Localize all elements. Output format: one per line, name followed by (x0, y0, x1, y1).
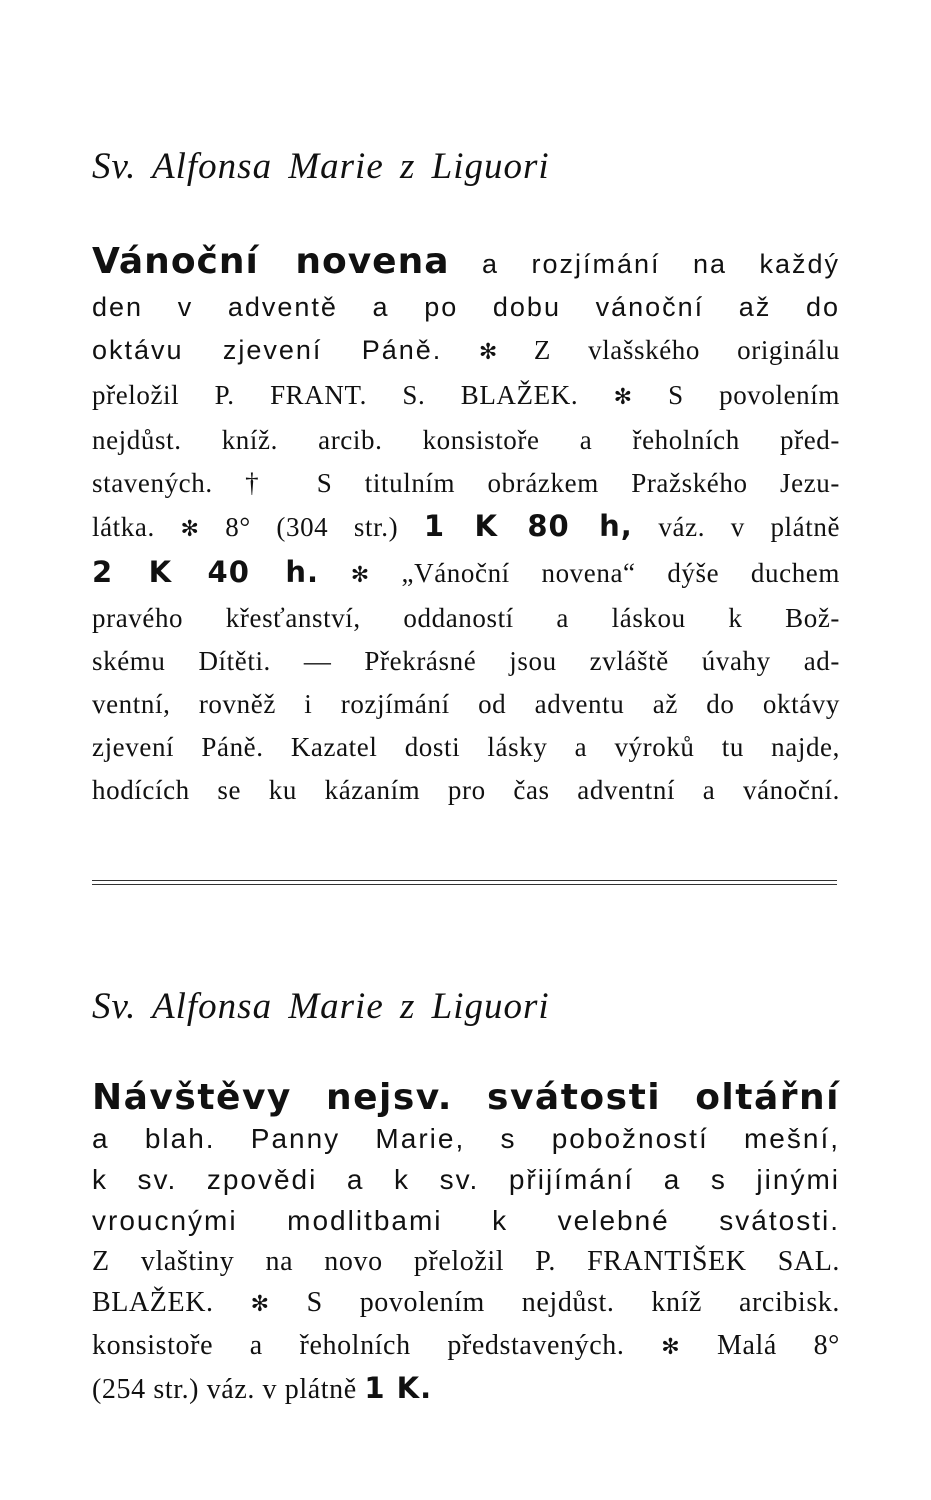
price-bound-2: 1 K. (364, 1371, 433, 1405)
star-icon: ✻ (250, 1292, 270, 1317)
author-heading-1: Sv. Alfonsa Marie z Liguori (92, 146, 550, 187)
star-icon: ✻ (350, 563, 370, 588)
author-heading-2: Sv. Alfonsa Marie z Liguori (92, 986, 550, 1027)
section-1 (92, 145, 840, 188)
star-icon: ✻ (478, 340, 498, 365)
section-2 (92, 985, 840, 1028)
book-title-1: Vánoční novena (92, 241, 450, 282)
description-1 (92, 240, 840, 812)
book-title-2: Návštěvy nejsv. svátosti oltářní (92, 1077, 840, 1118)
entry-text-1: Vánoční novena a rozjímání na každý den v adventě a po dobu vánoční až do oktávu zjevení Páně. ✻ Z vlašského originálu přeložil P. FRANT. S. BLAŽEK. ✻ S povolením nejdůst. kníž. arcib. konsistoře a řeholních před- stavených. † S titulním obrázkem Pražského Jezu- látka. ✻ 8° (304 str.) 1 K 80 h, váz. v plátně 2 K 40 h. ✻ „Vánoční novena“ dýše duchem pravého křesťanství, oddaností a láskou k Bož- skému Dítěti. — Překrásné jsou zvláště úvahy ad- ventní, rovněž i rozjímání od adventu až do oktávy zjevení Páně. Kazatel dosti lásky a výroků tu najde, hodících se ku kázaním pro čas adventní a vánoční. (92, 241, 841, 805)
section-divider (92, 877, 837, 887)
star-icon: ✻ (180, 517, 200, 542)
star-icon: ✻ (613, 385, 633, 410)
entry-text-2: Návštěvy nejsv. svátosti oltářní a blah. Panny Marie, s pobožností mešní, k sv. zpovědi a k sv. přijímání a s jinými vroucnými modlitbami k velebné svátosti. Z vlaštiny na novo přeložil P. FRANTIŠEK SAL. BLAŽEK. ✻ S povolením nejdůst. kníž arcibisk. konsistoře a řeholních představených. ✻ Malá 8° (254 str.) váz. v plátně 1 K. (92, 1077, 841, 1405)
price-paperback-1: 1 K 80 h, (423, 509, 633, 543)
star-icon: ✻ (661, 1335, 681, 1360)
price-bound-1: 2 K 40 h. (92, 555, 320, 589)
description-2 (92, 1077, 840, 1410)
